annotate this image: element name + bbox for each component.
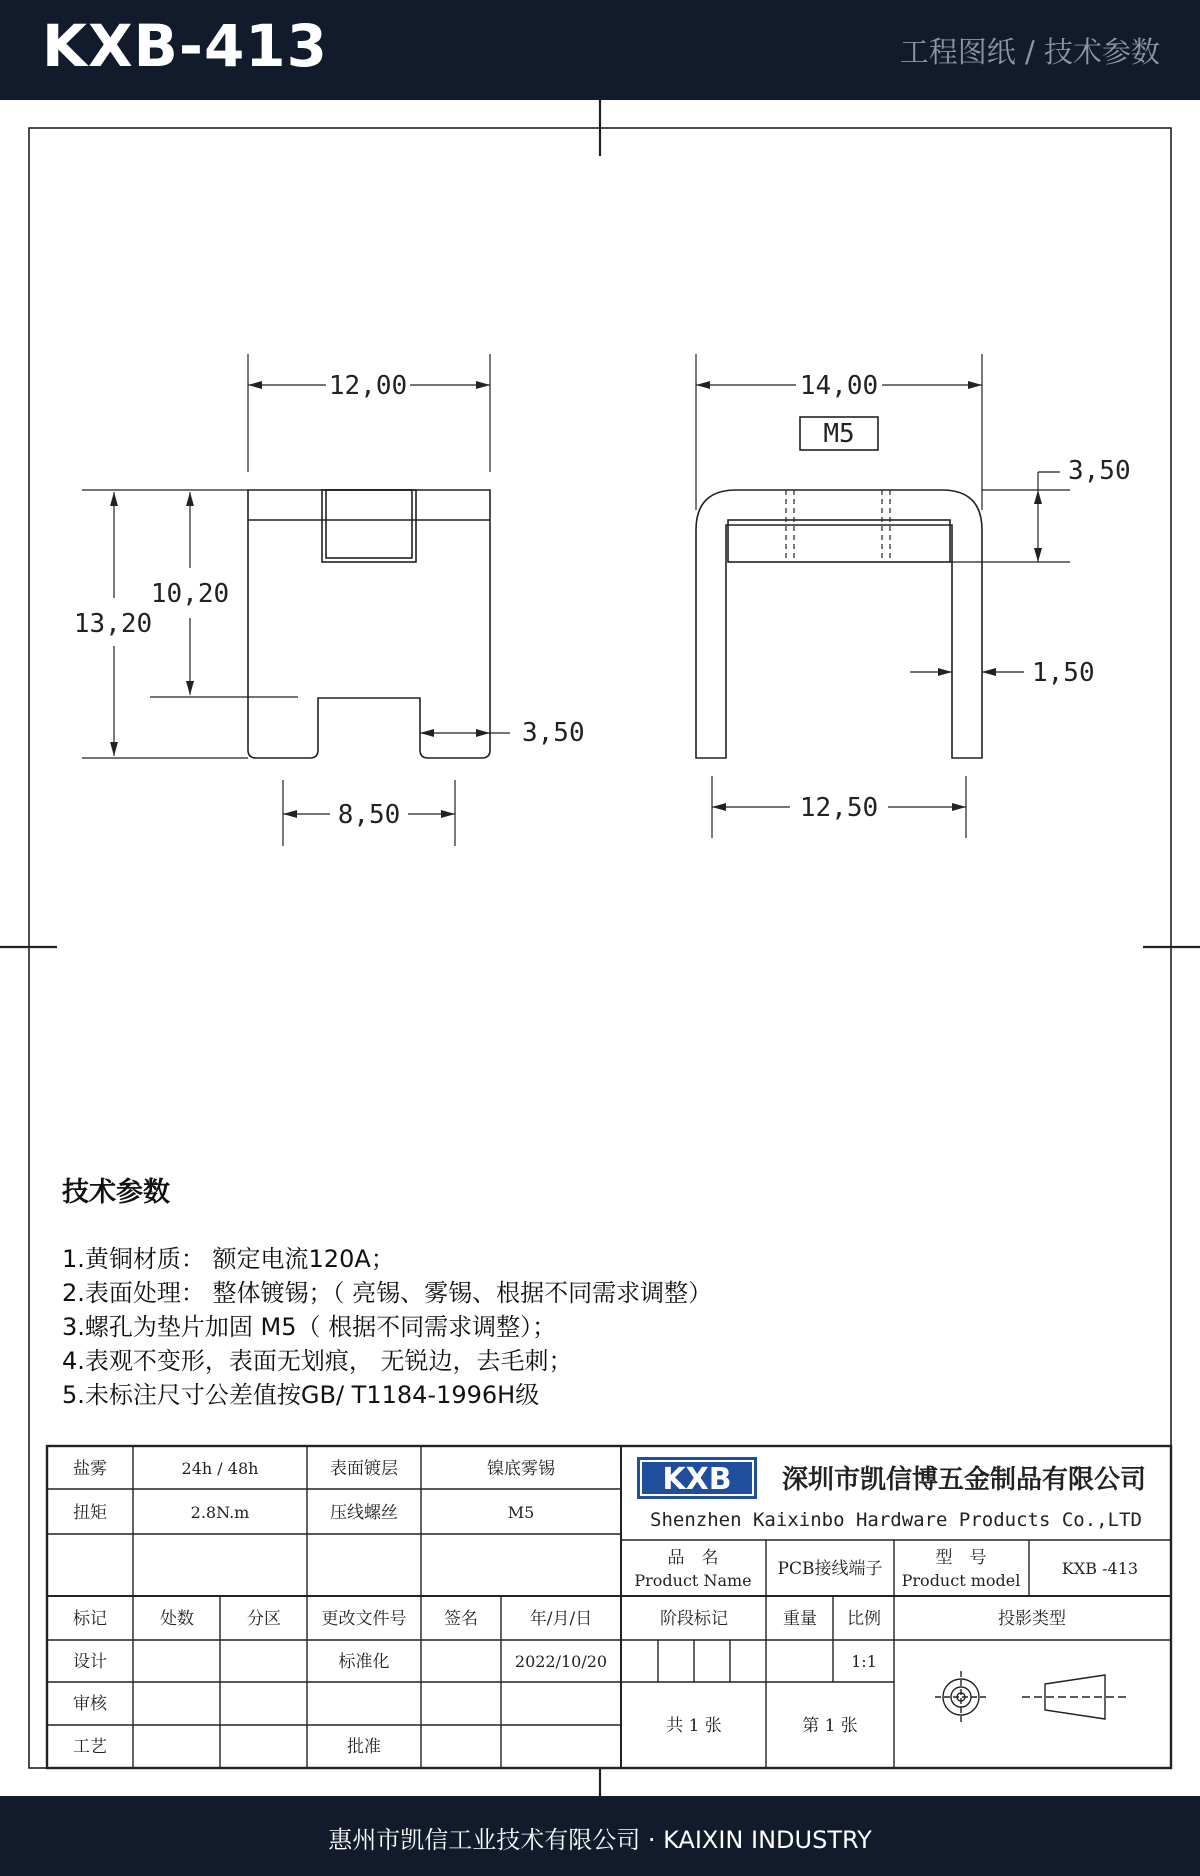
label-pmodel-en: Product model	[901, 1571, 1021, 1590]
header-doc: 更改文件号	[321, 1609, 407, 1629]
label-review: 审核	[73, 1694, 107, 1714]
tech-note: 2.表面处理： 整体镀锡；（ 亮锡、雾锡、根据不同需求调整）	[62, 1279, 713, 1307]
tech-note: 4.表观不变形，表面无划痕， 无锐边，去毛刺；	[62, 1347, 573, 1375]
footer-bar	[0, 1796, 1200, 1876]
dim-front-height-inner: 10,20	[150, 579, 230, 609]
header-subtitle: 工程图纸 / 技术参数	[899, 35, 1160, 69]
value-date: 2022/10/20	[514, 1652, 608, 1671]
dim-front-slot: 8,50	[337, 800, 401, 830]
label-standard: 标准化	[338, 1652, 390, 1672]
header-date: 年/月/日	[529, 1609, 593, 1629]
header-bar	[0, 0, 1200, 100]
header-ratio: 比例	[847, 1609, 881, 1629]
header-count: 处数	[160, 1609, 194, 1629]
label-approve: 批准	[347, 1737, 381, 1757]
dim-side-width: 14,00	[799, 371, 879, 401]
model-title: KXB-413	[42, 12, 329, 80]
company-cn: 深圳市凯信博五金制品有限公司	[781, 1465, 1147, 1495]
tech-note: 3.螺孔为垫片加固 M5（ 根据不同需求调整）；	[62, 1313, 557, 1341]
label-pname-en: Product Name	[634, 1571, 752, 1590]
front-view	[82, 354, 510, 846]
label-salt: 盐雾	[73, 1459, 107, 1479]
side-view	[696, 354, 1070, 838]
value-ratio: 1:1	[851, 1652, 877, 1671]
header-stage: 阶段标记	[660, 1609, 728, 1629]
dim-front-height-total: 13,20	[73, 609, 153, 639]
sheets-total: 共 1 张	[666, 1716, 722, 1736]
value-pname: PCB接线端子	[777, 1559, 883, 1579]
footer-company: 惠州市凯信工业技术有限公司 · KAIXIN INDUSTRY	[328, 1826, 872, 1854]
projection-symbol	[935, 1671, 1130, 1723]
label-pmodel-cn: 型 号	[935, 1548, 987, 1568]
value-plating: 镍底雾锡	[487, 1459, 555, 1479]
dim-side-screw: M5	[823, 419, 855, 449]
kxb-logo	[637, 1457, 757, 1499]
label-process: 工艺	[73, 1737, 107, 1757]
dim-front-width: 12,00	[328, 371, 408, 401]
value-salt: 24h / 48h	[181, 1459, 259, 1478]
value-pmodel: KXB -413	[1061, 1559, 1139, 1578]
header-weight: 重量	[783, 1609, 817, 1629]
company-en: Shenzhen Kaixinbo Hardware Products Co.,LTD	[650, 1509, 1142, 1531]
label-pname-cn: 品 名	[667, 1548, 719, 1568]
tech-params-title: 技术参数	[62, 1177, 170, 1208]
sheet-number: 第 1 张	[802, 1716, 858, 1736]
header-projection: 投影类型	[998, 1609, 1066, 1629]
tech-note: 5.未标注尺寸公差值按GB/ T1184-1996H级	[62, 1381, 540, 1409]
dim-side-inner: 12,50	[799, 793, 879, 823]
label-screw: 压线螺丝	[330, 1503, 398, 1523]
dim-front-tab: 3,50	[522, 718, 585, 748]
label-torque: 扭矩	[73, 1503, 107, 1523]
header-zone: 分区	[247, 1609, 281, 1629]
header-sign: 签名	[444, 1609, 478, 1629]
value-torque: 2.8N.m	[190, 1503, 250, 1522]
dim-side-top: 3,50	[1068, 456, 1131, 486]
logo-text: KXB	[662, 1462, 732, 1497]
dim-side-leg: 1,50	[1032, 658, 1095, 688]
engineering-drawing	[0, 100, 1200, 1796]
tech-note: 1.黄铜材质： 额定电流120A；	[62, 1245, 395, 1273]
label-plating: 表面镀层	[330, 1459, 398, 1479]
tech-notes	[62, 1242, 712, 1412]
header-mark: 标记	[73, 1609, 107, 1629]
label-design: 设计	[73, 1652, 107, 1672]
value-screw: M5	[507, 1503, 535, 1522]
